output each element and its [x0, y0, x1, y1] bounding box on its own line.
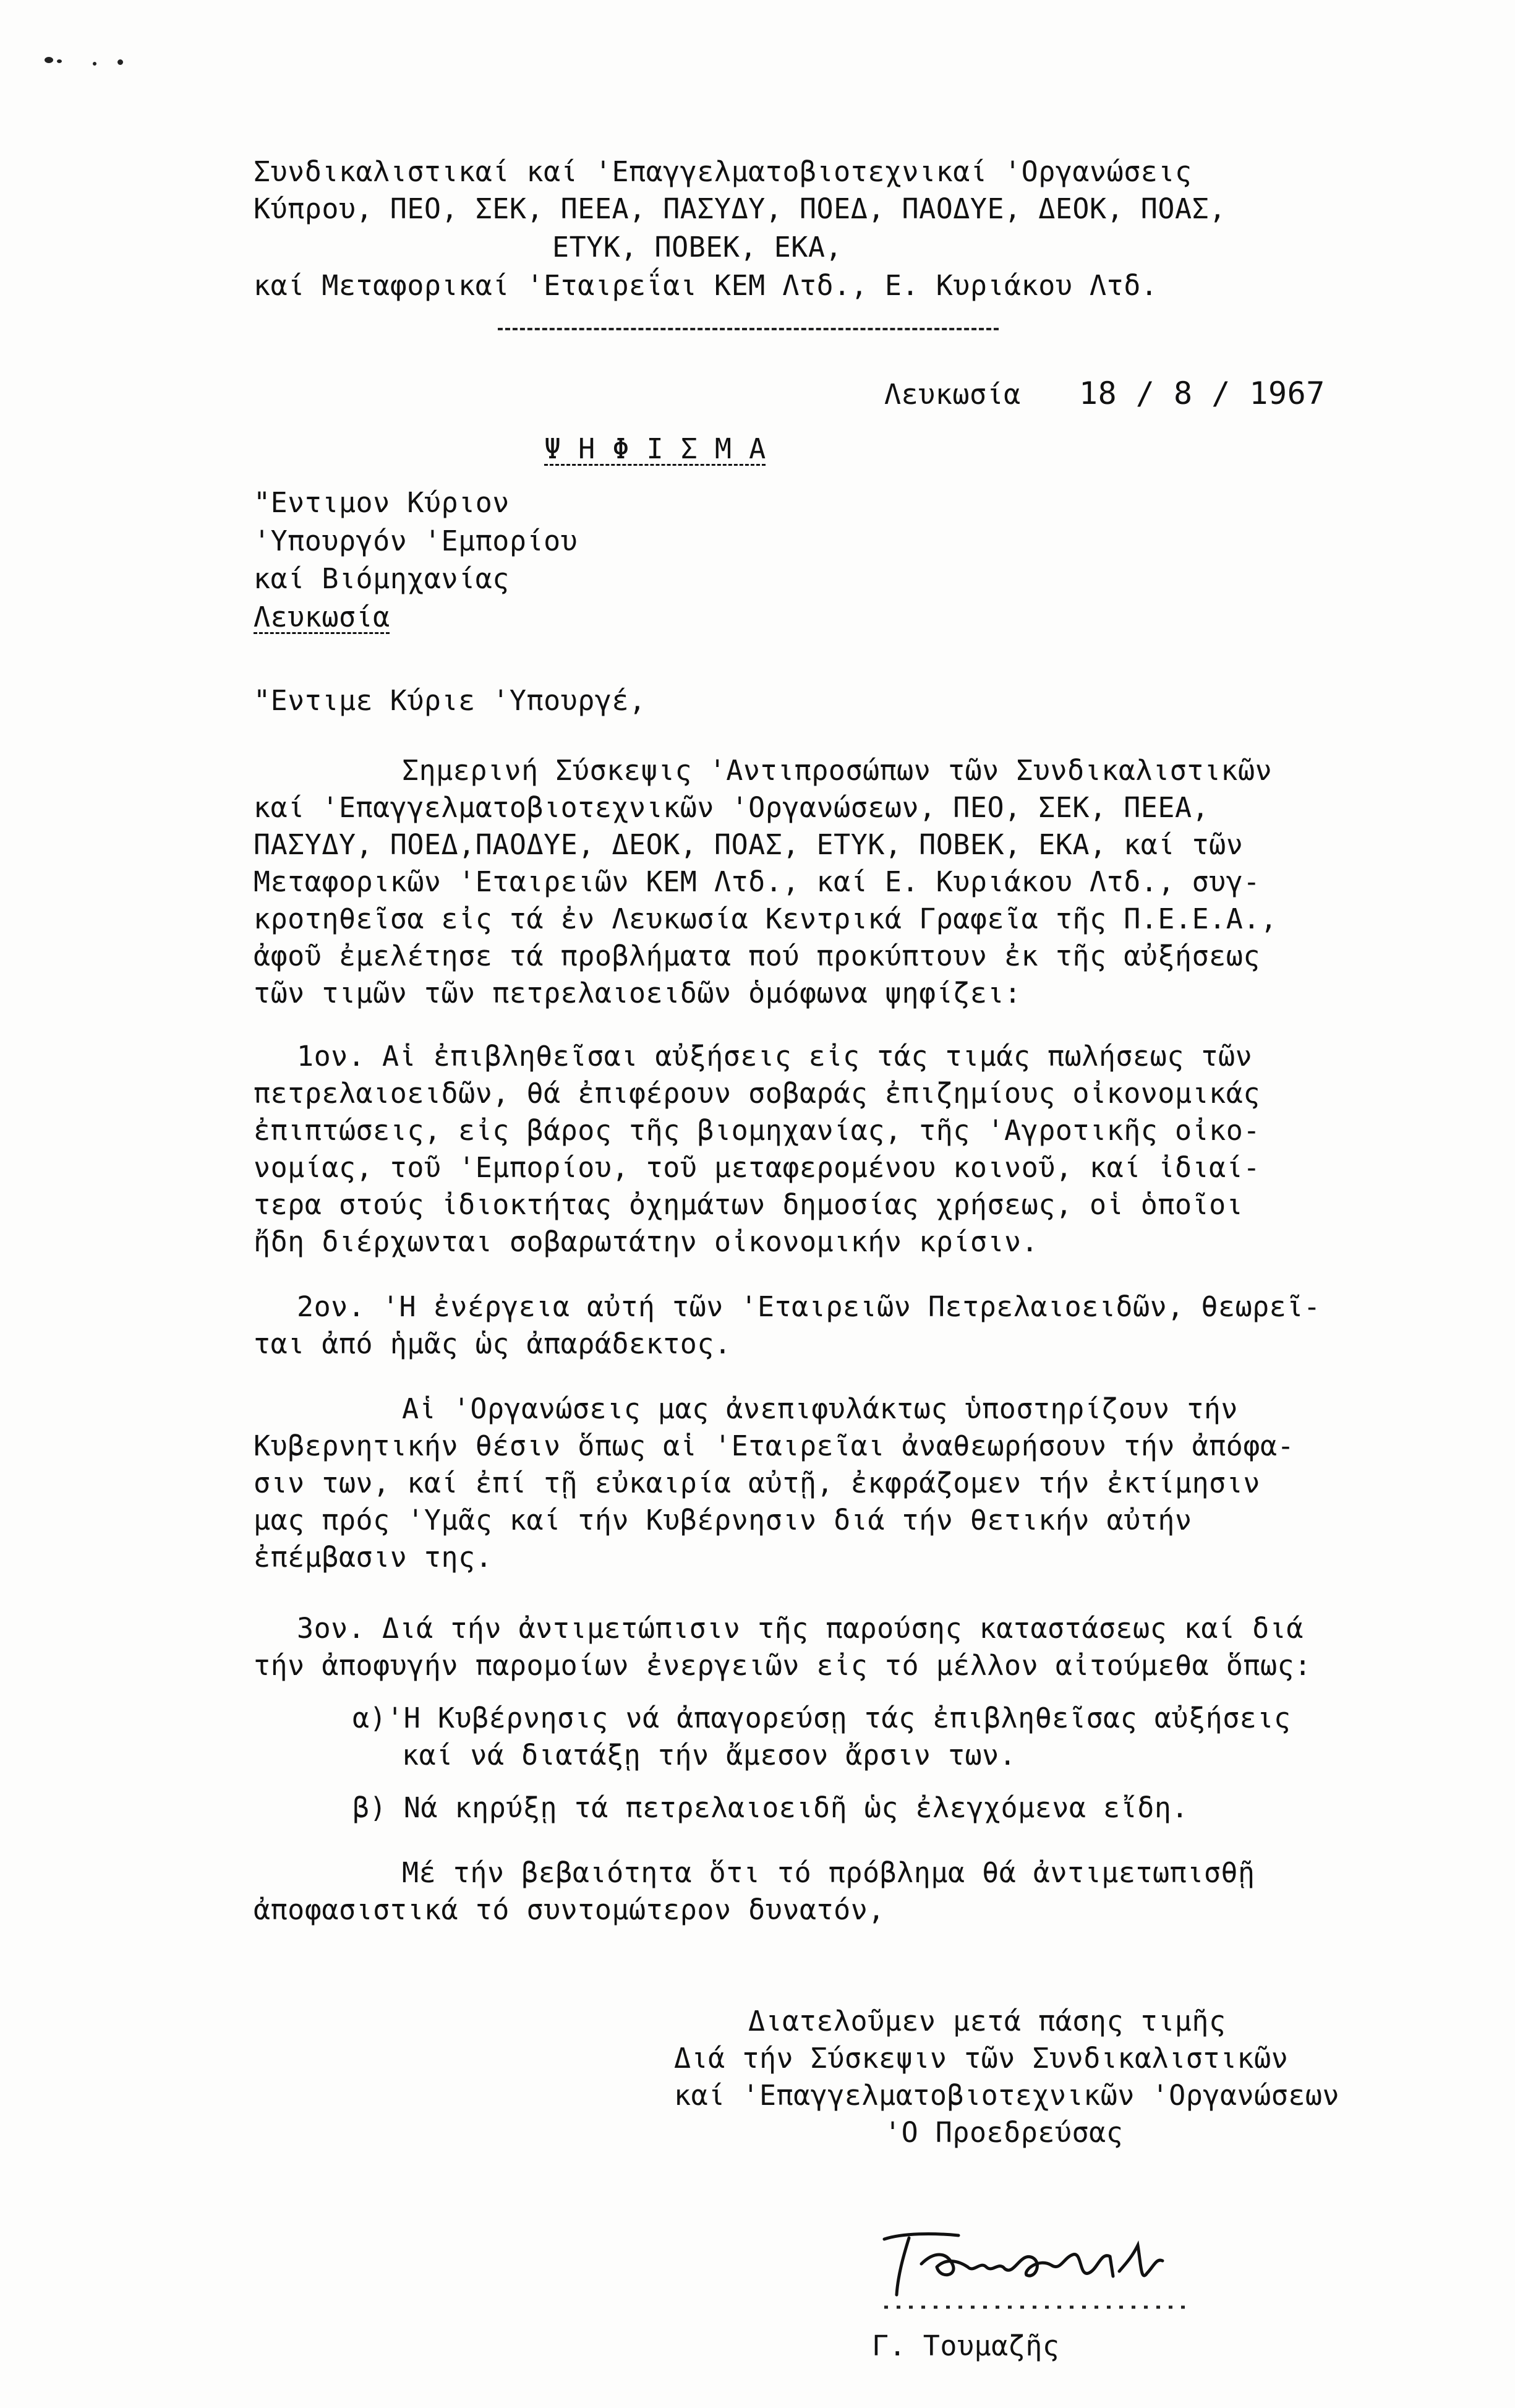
point-1-line: ἤδη διέρχωνται σοβαρωτάτην οἰκονομικήν κρίσιν. — [254, 1225, 1039, 1258]
scan-speck — [93, 62, 96, 66]
header-line-2: Κύπρου, ΠΕΟ, ΣΕΚ, ΠΕΕΑ, ΠΑΣΥΔΥ, ΠΟΕΔ, ΠΑΟΔΥΕ, ΔΕΟΚ, ΠΟΑΣ, — [254, 192, 1226, 225]
recipient-line-2: 'Υπουργόν 'Εμπορίου — [254, 525, 578, 557]
support-line: μας πρός 'Υμᾶς καί τήν Κυβέρνησιν διά τήν θετικήν αὐτήν — [254, 1504, 1192, 1536]
recipient-line-3: καί Βιόμηχανίας — [254, 562, 510, 595]
date-place: Λευκωσία — [884, 378, 1021, 411]
intro-line: καί 'Επαγγελματοβιοτεχνικῶν 'Οργανώσεων, ΠΕΟ, ΣΕΚ, ΠΕΕΑ, — [254, 791, 1210, 824]
intro-line: τῶν τιμῶν τῶν πετρελαιοειδῶν ὁμόφωνα ψηφίζει: — [254, 977, 1022, 1009]
point-1-line: 1ον. Αἱ ἐπιβληθεῖσαι αὐξήσεις εἰς τάς τιμάς πωλήσεως τῶν — [297, 1040, 1253, 1073]
point-2-line: 2ον. 'Η ἐνέργεια αὐτή τῶν 'Εταιρειῶν Πετρελαιοειδῶν, θεωρεῖ- — [297, 1290, 1321, 1323]
signoff-line-2: Διά τήν Σύσκεψιν τῶν Συνδικαλιστικῶν — [674, 2042, 1289, 2075]
signoff-line-3: καί 'Επαγγελματοβιοτεχνικῶν 'Οργανώσεων — [674, 2079, 1340, 2112]
item-a-line: α)'Η Κυβέρνησις νά ἀπαγορεύσῃ τάς ἐπιβληθεῖσας αὐξήσεις — [352, 1702, 1291, 1734]
intro-line: Σημερινή Σύσκεψις 'Αντιπροσώπων τῶν Συνδικαλιστικῶν — [402, 754, 1273, 787]
item-a-line: καί νά διατάξῃ τήν ἄμεσον ἄρσιν των. — [402, 1739, 1017, 1772]
support-line: ἐπέμβασιν της. — [254, 1541, 493, 1574]
date-value: 18 / 8 / 1967 — [1079, 375, 1325, 411]
scan-speck — [117, 59, 123, 65]
closing-line: Μέ τήν βεβαιότητα ὅτι τό πρόβλημα θά ἀντιμετωπισθῇ — [402, 1856, 1255, 1889]
salutation: "Εντιμε Κύριε 'Υπουργέ, — [254, 684, 646, 717]
point-1-line: τερα στούς ἰδιοκτήτας ὀχημάτων δημοσίας χρήσεως, οἱ ὁποῖοι — [254, 1188, 1244, 1221]
support-line: σιν των, καί ἐπί τῇ εὐκαιρία αὐτῇ, ἐκφράζομεν τήν ἐκτίμησιν — [254, 1467, 1260, 1499]
intro-line: ἀφοῦ ἐμελέτησε τά προβλήματα πού προκύπτουν ἐκ τῆς αὐξήσεως — [254, 940, 1260, 972]
item-b-line: β) Νά κηρύξῃ τά πετρελαιοειδῆ ὡς ἐλεγχόμενα εἴδη. — [352, 1791, 1189, 1824]
point-3-line: 3ον. Διά τήν ἀντιμετώπισιν τῆς παρούσης καταστάσεως καί διά — [297, 1612, 1304, 1645]
point-3-line: τήν ἀποφυγήν παρομοίων ἐνεργειῶν εἰς τό μέλλον αἰτούμεθα ὅπως: — [254, 1649, 1312, 1682]
header-line-4: καί Μεταφορικαί 'Εταιρεΐαι ΚΕΜ Λτδ., Ε. Κυριάκου Λτδ. — [254, 269, 1158, 302]
scan-speck — [57, 59, 62, 63]
signoff-line-4: 'Ο Προεδρεύσας — [884, 2116, 1124, 2149]
support-line: Αἱ 'Οργανώσεις μας ἀνεπιφυλάκτως ὑποστηρίζουν τήν — [402, 1392, 1239, 1425]
recipient-line-1: "Εντιμον Κύριον — [254, 486, 510, 519]
document-title: Ψ Η Φ Ι Σ Μ Α — [544, 432, 766, 465]
header-line-3: ΕΤΥΚ, ΠΟΒΕΚ, ΕΚΑ, — [552, 231, 843, 264]
recipient-line-4: Λευκωσία — [254, 601, 390, 633]
signatory-name: Γ. Τουμαζῆς — [872, 2329, 1060, 2362]
closing-line: ἀποφασιστικά τό συντομώτερον δυνατόν, — [254, 1893, 885, 1926]
point-1-line: νομίας, τοῦ 'Εμπορίου, τοῦ μεταφερομένου κοινοῦ, καί ἰδιαί- — [254, 1151, 1260, 1184]
signoff-line-1: Διατελοῦμεν μετά πάσης τιμῆς — [748, 2005, 1226, 2037]
scan-speck — [45, 57, 53, 63]
intro-line: ΠΑΣΥΔΥ, ΠΟΕΔ,ΠΑΟΔΥΕ, ΔΕΟΚ, ΠΟΑΣ, ΕΤΥΚ, ΠΟΒΕΚ, ΕΚΑ, καί τῶν — [254, 828, 1244, 861]
point-1-line: ἐπιπτώσεις, εἰς βάρος τῆς βιομηχανίας, τῆς 'Αγροτικῆς οἰκο- — [254, 1114, 1260, 1147]
point-2-line: ται ἀπό ἡμᾶς ὡς ἀπαράδεκτος. — [254, 1327, 732, 1360]
header-line-1: Συνδικαλιστικαί καί 'Επαγγελματοβιοτεχνικαί 'Οργανώσεις — [254, 155, 1192, 188]
support-line: Κυβερνητικήν θέσιν ὅπως αἱ 'Εταιρεῖαι ἀναθεωρήσουν τήν ἀπόφα- — [254, 1429, 1295, 1462]
intro-line: κροτηθεῖσα εἰς τά ἐν Λευκωσία Κεντρικά Γραφεῖα τῆς Π.Ε.Ε.Α., — [254, 902, 1278, 935]
intro-line: Μεταφορικῶν 'Εταιρειῶν ΚΕΜ Λτδ., καί Ε. Κυριάκου Λτδ., συγ- — [254, 865, 1260, 898]
handwritten-signature — [866, 2214, 1212, 2313]
point-1-line: πετρελαιοειδῶν, θά ἐπιφέρουν σοβαράς ἐπιζημίους οἰκονομικάς — [254, 1077, 1260, 1110]
header-separator — [498, 328, 999, 330]
